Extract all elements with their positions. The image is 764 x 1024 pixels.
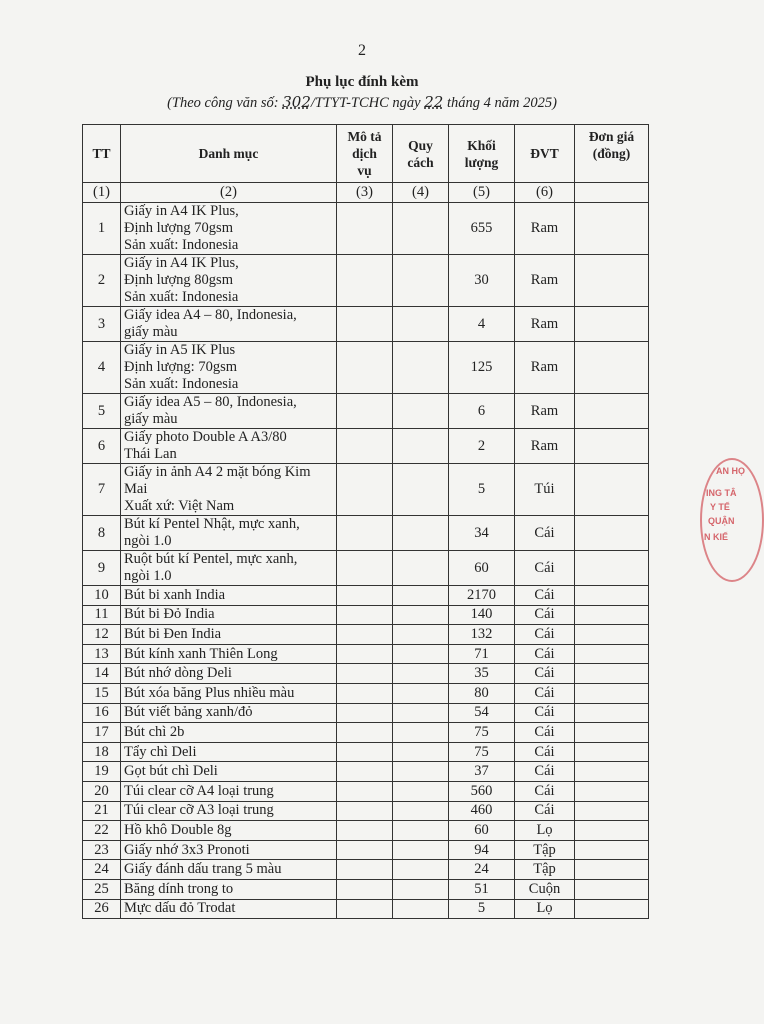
row-quantity: 54: [449, 703, 515, 723]
row-spec: [393, 625, 449, 645]
row-number: 8: [83, 516, 121, 551]
table-row: [83, 394, 649, 429]
row-number: 3: [83, 307, 121, 342]
table-row: [83, 203, 649, 255]
row-item: [121, 644, 337, 664]
row-price: [575, 429, 649, 464]
row-unit: Cái: [515, 625, 575, 645]
row-quantity: 2170: [449, 586, 515, 606]
row-unit: Cái: [515, 723, 575, 743]
row-quantity: 5: [449, 899, 515, 919]
table-row: [83, 429, 649, 464]
row-quantity: 125: [449, 342, 515, 394]
row-quantity: 37: [449, 762, 515, 782]
item-line: Túi clear cỡ A3 loại trung: [124, 802, 274, 819]
row-description: [337, 625, 393, 645]
row-unit: Cái: [515, 586, 575, 606]
row-description: [337, 394, 393, 429]
subtitle-prefix: (Theo công văn số:: [167, 95, 283, 111]
item-line: ngòi 1.0: [124, 568, 172, 584]
row-unit: Cái: [515, 516, 575, 551]
items-table: [82, 124, 649, 919]
row-description: [337, 840, 393, 860]
row-item: [121, 307, 337, 342]
item-line: Giấy idea A5 – 80, Indonesia,: [124, 394, 297, 410]
row-item: [121, 762, 337, 782]
row-quantity: 94: [449, 840, 515, 860]
header-spec-label: Quy cách: [407, 137, 434, 170]
row-item: [121, 203, 337, 255]
row-price: [575, 664, 649, 684]
row-unit: Cuộn: [515, 879, 575, 899]
row-number: 16: [83, 703, 121, 723]
row-unit: Cái: [515, 781, 575, 801]
item-line: Định lượng 80gsm: [124, 272, 233, 288]
row-quantity: 34: [449, 516, 515, 551]
row-spec: [393, 464, 449, 516]
row-description: [337, 516, 393, 551]
row-number: 5: [83, 394, 121, 429]
row-unit: Cái: [515, 801, 575, 821]
row-spec: [393, 801, 449, 821]
item-line: Mai: [124, 481, 148, 497]
row-item: [121, 742, 337, 762]
row-item: [121, 840, 337, 860]
row-description: [337, 801, 393, 821]
item-line: Giấy in A4 IK Plus,: [124, 255, 239, 271]
row-price: [575, 342, 649, 394]
item-line: Thái Lan: [124, 446, 177, 462]
table-row: [83, 255, 649, 307]
row-spec: [393, 723, 449, 743]
row-item: [121, 879, 337, 899]
row-unit: Ram: [515, 394, 575, 429]
item-line: giấy màu: [124, 411, 178, 427]
header-quantity-label: Khối lượng: [464, 137, 499, 170]
row-spec: [393, 394, 449, 429]
header-spec: [393, 125, 449, 183]
row-number: 12: [83, 625, 121, 645]
row-description: [337, 255, 393, 307]
row-spec: [393, 255, 449, 307]
row-item: [121, 821, 337, 841]
row-spec: [393, 781, 449, 801]
row-description: [337, 742, 393, 762]
document-number: 302: [282, 93, 311, 111]
row-unit: Cái: [515, 605, 575, 625]
row-number: 17: [83, 723, 121, 743]
row-spec: [393, 703, 449, 723]
row-unit: Cái: [515, 703, 575, 723]
row-price: [575, 464, 649, 516]
item-line: Xuất xứ: Việt Nam: [124, 498, 235, 514]
row-description: [337, 703, 393, 723]
item-line: Hồ khô Double 8g: [124, 821, 232, 838]
row-description: [337, 683, 393, 703]
row-item: [121, 255, 337, 307]
row-unit: Cái: [515, 664, 575, 684]
table-row: [83, 516, 649, 551]
item-line: giấy màu: [124, 324, 178, 340]
row-unit: Cái: [515, 742, 575, 762]
colnum-5: (5): [449, 183, 515, 203]
row-quantity: 75: [449, 723, 515, 743]
table-row: [83, 860, 649, 880]
row-item: [121, 342, 337, 394]
table-row: [83, 586, 649, 606]
row-price: [575, 307, 649, 342]
row-description: [337, 879, 393, 899]
row-price: [575, 781, 649, 801]
header-tt: TT: [83, 125, 121, 183]
row-quantity: 35: [449, 664, 515, 684]
item-line: Bút bi xanh India: [124, 586, 226, 603]
row-quantity: 60: [449, 551, 515, 586]
colnum-7: [575, 183, 649, 203]
row-item: [121, 683, 337, 703]
row-quantity: 6: [449, 394, 515, 429]
row-item: [121, 464, 337, 516]
table-row: [83, 342, 649, 394]
row-quantity: 132: [449, 625, 515, 645]
row-description: [337, 821, 393, 841]
row-unit: Lọ: [515, 899, 575, 919]
row-price: [575, 551, 649, 586]
row-spec: [393, 203, 449, 255]
table-row: [83, 683, 649, 703]
row-number: 18: [83, 742, 121, 762]
item-line: ngòi 1.0: [124, 533, 172, 549]
row-description: [337, 899, 393, 919]
row-description: [337, 586, 393, 606]
row-description: [337, 605, 393, 625]
row-spec: [393, 586, 449, 606]
row-description: [337, 342, 393, 394]
item-line: Giấy in A5 IK Plus: [124, 342, 236, 358]
header-item: Danh mục: [121, 125, 337, 183]
stamp-line: ING TÂ: [706, 488, 737, 498]
item-line: Sản xuất: Indonesia: [124, 289, 239, 305]
item-line: Bút bi Đỏ India: [124, 606, 215, 623]
row-item: [121, 429, 337, 464]
table-row: [83, 723, 649, 743]
row-spec: [393, 683, 449, 703]
row-unit: Tập: [515, 860, 575, 880]
row-number: 4: [83, 342, 121, 394]
item-line: Giấy in ảnh A4 2 mặt bóng Kim: [124, 464, 311, 480]
item-line: Định lượng 70gsm: [124, 220, 233, 236]
row-number: 22: [83, 821, 121, 841]
item-line: Bút viết bảng xanh/đỏ: [124, 704, 253, 721]
row-quantity: 75: [449, 742, 515, 762]
row-number: 21: [83, 801, 121, 821]
row-quantity: 2: [449, 429, 515, 464]
header-row: [83, 125, 649, 183]
table-row: [83, 762, 649, 782]
table-row: [83, 703, 649, 723]
colnum-3: (3): [337, 183, 393, 203]
row-price: [575, 723, 649, 743]
row-spec: [393, 605, 449, 625]
table-row: [83, 821, 649, 841]
item-line: Giấy in A4 IK Plus,: [124, 203, 239, 219]
item-line: Túi clear cỡ A4 loại trung: [124, 782, 274, 799]
header-price: [575, 125, 649, 183]
table-row: [83, 879, 649, 899]
table-row: [83, 464, 649, 516]
row-spec: [393, 899, 449, 919]
row-spec: [393, 762, 449, 782]
row-description: [337, 203, 393, 255]
row-item: [121, 586, 337, 606]
row-description: [337, 464, 393, 516]
red-seal-stamp: [700, 458, 764, 582]
appendix-subtitle: [0, 93, 724, 112]
row-price: [575, 801, 649, 821]
item-line: Bút kí Pentel Nhật, mực xanh,: [124, 516, 300, 532]
row-price: [575, 586, 649, 606]
row-description: [337, 664, 393, 684]
colnum-6: (6): [515, 183, 575, 203]
row-quantity: 4: [449, 307, 515, 342]
row-number: 2: [83, 255, 121, 307]
row-unit: Túi: [515, 464, 575, 516]
row-description: [337, 762, 393, 782]
row-quantity: 655: [449, 203, 515, 255]
row-item: [121, 723, 337, 743]
row-number: 15: [83, 683, 121, 703]
row-spec: [393, 860, 449, 880]
row-item: [121, 703, 337, 723]
row-price: [575, 625, 649, 645]
row-unit: Ram: [515, 307, 575, 342]
row-spec: [393, 742, 449, 762]
row-unit: Ram: [515, 429, 575, 464]
row-unit: Cái: [515, 762, 575, 782]
row-quantity: 71: [449, 644, 515, 664]
table-row: [83, 551, 649, 586]
row-price: [575, 255, 649, 307]
row-spec: [393, 840, 449, 860]
row-description: [337, 781, 393, 801]
colnum-2: (2): [121, 183, 337, 203]
row-price: [575, 879, 649, 899]
table-row: [83, 742, 649, 762]
row-item: [121, 516, 337, 551]
item-line: Bút xóa băng Plus nhiều màu: [124, 684, 295, 701]
row-price: [575, 516, 649, 551]
item-line: Giấy idea A4 – 80, Indonesia,: [124, 307, 297, 323]
stamp-line: Y TẾ: [710, 502, 730, 512]
row-description: [337, 644, 393, 664]
page-number: 2: [358, 42, 366, 59]
stamp-line: N KIẾ: [704, 532, 729, 542]
row-item: [121, 860, 337, 880]
subtitle-mid: /TTYT-TCHC ngày: [310, 95, 425, 111]
row-price: [575, 860, 649, 880]
row-quantity: 60: [449, 821, 515, 841]
row-item: [121, 605, 337, 625]
stamp-line: AN HỌ: [716, 466, 745, 476]
row-price: [575, 683, 649, 703]
table-row: [83, 899, 649, 919]
row-price: [575, 762, 649, 782]
row-number: 20: [83, 781, 121, 801]
item-line: Định lượng: 70gsm: [124, 359, 238, 375]
row-price: [575, 821, 649, 841]
row-quantity: 51: [449, 879, 515, 899]
row-number: 24: [83, 860, 121, 880]
row-unit: Ram: [515, 255, 575, 307]
row-number: 7: [83, 464, 121, 516]
table-row: [83, 625, 649, 645]
row-description: [337, 723, 393, 743]
row-quantity: 560: [449, 781, 515, 801]
row-spec: [393, 307, 449, 342]
item-line: Giấy đánh dấu trang 5 màu: [124, 861, 282, 878]
header-price-label: Đơn giá (đồng): [588, 129, 635, 161]
row-unit: Cái: [515, 644, 575, 664]
item-line: Sản xuất: Indonesia: [124, 237, 239, 253]
row-number: 11: [83, 605, 121, 625]
row-item: [121, 625, 337, 645]
row-spec: [393, 879, 449, 899]
row-number: 14: [83, 664, 121, 684]
item-line: Bút bi Đen India: [124, 625, 222, 642]
table-row: [83, 605, 649, 625]
row-spec: [393, 516, 449, 551]
table-row: [83, 840, 649, 860]
row-item: [121, 664, 337, 684]
row-number: 19: [83, 762, 121, 782]
item-line: Giấy photo Double A A3/80: [124, 429, 287, 445]
row-price: [575, 899, 649, 919]
item-line: Bút kính xanh Thiên Long: [124, 645, 278, 662]
row-description: [337, 429, 393, 464]
row-spec: [393, 342, 449, 394]
item-line: Băng dính trong to: [124, 880, 234, 897]
row-spec: [393, 644, 449, 664]
table-row: [83, 781, 649, 801]
row-quantity: 80: [449, 683, 515, 703]
item-line: Giấy nhớ 3x3 Pronoti: [124, 841, 250, 858]
header-description-label: Mô tả dịch vụ: [347, 129, 382, 178]
row-quantity: 30: [449, 255, 515, 307]
document-day: 22: [424, 93, 444, 111]
item-line: Tẩy chì Deli: [124, 743, 197, 760]
row-item: [121, 551, 337, 586]
stamp-line: QUẬN: [708, 516, 735, 526]
colnum-1: (1): [83, 183, 121, 203]
row-quantity: 140: [449, 605, 515, 625]
row-number: 10: [83, 586, 121, 606]
item-line: Mực dấu đỏ Trodat: [124, 900, 236, 917]
row-price: [575, 703, 649, 723]
row-spec: [393, 664, 449, 684]
header-description: [337, 125, 393, 183]
row-quantity: 5: [449, 464, 515, 516]
row-description: [337, 860, 393, 880]
row-unit: Ram: [515, 203, 575, 255]
row-spec: [393, 821, 449, 841]
row-number: 1: [83, 203, 121, 255]
items-table-body: [83, 203, 649, 919]
table-row: [83, 801, 649, 821]
row-price: [575, 394, 649, 429]
row-spec: [393, 429, 449, 464]
subtitle-suffix: tháng 4 năm 2025): [443, 95, 557, 111]
row-number: 6: [83, 429, 121, 464]
row-item: [121, 801, 337, 821]
column-number-row: [83, 183, 649, 203]
row-unit: Tập: [515, 840, 575, 860]
row-price: [575, 840, 649, 860]
row-number: 13: [83, 644, 121, 664]
row-description: [337, 551, 393, 586]
item-line: Ruột bút kí Pentel, mực xanh,: [124, 551, 298, 567]
row-unit: Lọ: [515, 821, 575, 841]
row-item: [121, 781, 337, 801]
row-quantity: 460: [449, 801, 515, 821]
header-unit: ĐVT: [515, 125, 575, 183]
row-number: 23: [83, 840, 121, 860]
row-number: 26: [83, 899, 121, 919]
row-price: [575, 203, 649, 255]
row-price: [575, 644, 649, 664]
row-item: [121, 394, 337, 429]
row-price: [575, 742, 649, 762]
row-quantity: 24: [449, 860, 515, 880]
row-number: 25: [83, 879, 121, 899]
item-line: Bút nhớ dòng Deli: [124, 665, 232, 682]
row-unit: Cái: [515, 551, 575, 586]
row-spec: [393, 551, 449, 586]
row-price: [575, 605, 649, 625]
row-description: [337, 307, 393, 342]
header-quantity: [449, 125, 515, 183]
table-row: [83, 307, 649, 342]
appendix-title: Phụ lục đính kèm: [305, 74, 419, 90]
table-row: [83, 644, 649, 664]
item-line: Gọt bút chì Deli: [124, 763, 218, 780]
item-line: Bút chì 2b: [124, 723, 185, 740]
item-line: Sản xuất: Indonesia: [124, 376, 239, 392]
table-row: [83, 664, 649, 684]
row-unit: Cái: [515, 683, 575, 703]
row-number: 9: [83, 551, 121, 586]
row-unit: Ram: [515, 342, 575, 394]
colnum-4: (4): [393, 183, 449, 203]
row-item: [121, 899, 337, 919]
